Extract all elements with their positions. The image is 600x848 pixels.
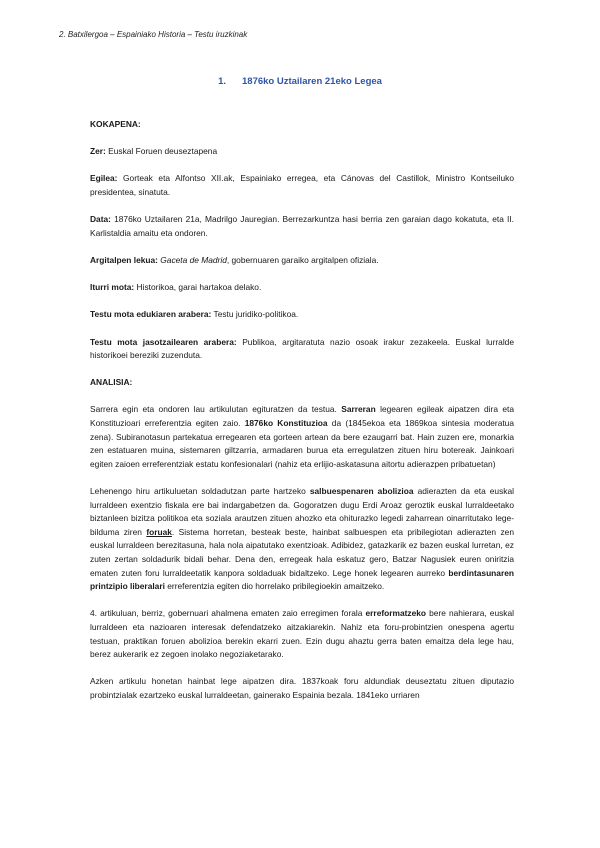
egilea-label: Egilea: (90, 173, 118, 184)
iturri-label: Iturri mota: (90, 282, 135, 293)
p2-underline-foruak: foruak (146, 526, 172, 537)
p2-text: . Sistema horretan, besteak beste, hainbat salbuespen eta pribilegiotan adierazten zen euskal lurraldeen berezitasuna, hala nola aipatutako exentzioak. Adibidez, gatazkarik ez bazen euskal lurretan, ez zuten zertan soldadurik bidali behar. Dena den, erregeak hala eskatuz gero, Batzar Nagusiek euren oniritzia ematen zuten foru lurraldeetatik kanpora soldaduak bidaltzeko. Lege honek legearen aurreko (90, 526, 514, 578)
jasotzaile-paragraph (90, 336, 514, 363)
argitalpen-label: Argitalpen lekua: (90, 254, 158, 265)
document-body (90, 118, 514, 716)
analisia-paragraph-3 (90, 607, 514, 661)
running-header: 2. Batxilergoa – Espainiako Historia – Testu iruzkinak (59, 30, 248, 39)
p2-text: Lehenengo hiru artikuluetan soldadutzan parte hartzeko (90, 486, 310, 497)
argitalpen-italic: Gaceta de Madrid (160, 254, 227, 265)
p2-bold-printzipio: berdintasunaren printzipio liberalari (90, 567, 514, 592)
analisia-heading: ANALISIA: (90, 377, 133, 388)
document-title (0, 76, 600, 87)
p2-text: adierazten da eta euskal lurraldeen exentzio fiskala ere bai indargabetzen da. Gogoratzen dugu Erdi Aroaz geroztik euskal lurraldeetako biztanleen bizitza politikoa eta soziala arautzen zituen ahozko eta ohiturazko legedi zaharrean oinarritutako lege-bilduma ziren (90, 486, 514, 537)
edukia-value: Testu juridiko-politikoa. (211, 309, 299, 320)
p1-bold-konstituzioa: 1876ko Konstituzioa (244, 418, 328, 429)
analisia-paragraph-1 (90, 403, 514, 471)
data-value: 1876ko Uztailaren 21a, Madrilgo Jauregian. Berrezarkuntza hasi berria zen garaian dago kokatuta, eta II. Karlistaldia amaitu eta ondoren. (90, 214, 514, 238)
zer-label: Zer: (90, 146, 106, 157)
zer-paragraph (90, 145, 514, 159)
p1-text: legearen egileak aipatzen dira eta Konstituzioari erreferentzia egiten zaio. (90, 404, 514, 429)
p1-text: Sarrera egin eta ondoren lau artikulutan egituratzen da testua. (90, 404, 342, 415)
p3-text: bere nahierara, euskal lurraldeen eta nazioaren interesak defendatzeko aitzakiarekin. Nahiz eta foru-probintzien onespena agertu testuan, praktikan foruen abolizioa berekin ekarri zuen. Ezin dugu ahaztu gerra baten emaitza dela lege hau, berez aukerarik ez zegoen inolako negoziaketarako. (90, 608, 514, 660)
data-label: Data: (90, 214, 111, 225)
kokapena-heading: KOKAPENA: (90, 119, 141, 129)
p1-bold-sarreran: Sarreran (341, 404, 376, 415)
title-text: 1876ko Uztailaren 21eko Legea (242, 76, 382, 87)
p3-bold-erreformatzeko: erreformatzeko (365, 608, 427, 619)
analisia-paragraph-4: Azken artikulu honetan hainbat lege aipatzen dira. 1837koak foru aldundiak deuseztatu zituen diputazio probintzialak ezartzeko euskal lurraldeetan, gainerako Espainia bezala. 1841eko urriaren (90, 676, 514, 700)
p2-bold-abolizioa: salbuespenaren abolizioa (309, 486, 414, 497)
p2-text: erreferentzia egiten dio horrelako pribilegioekin amaitzeko. (164, 581, 385, 592)
argitalpen-paragraph (90, 254, 514, 268)
jasotzaile-label: Testu mota jasotzailearen arabera: (90, 336, 237, 347)
analisia-paragraph-2 (90, 485, 514, 594)
iturri-paragraph (90, 281, 514, 295)
egilea-paragraph (90, 172, 514, 199)
title-number: 1. (218, 76, 226, 87)
edukia-paragraph (90, 308, 514, 322)
edukia-label: Testu mota edukiaren arabera: (90, 309, 212, 320)
p1-text: da (1845ekoa eta 1869koa sintesia moderatua zena). Subiranotasun partekatua erregearen eta gorteen artean da bere ezaugarri bat. Hain zuzen ere, monarkia zen estatuaren muina, sistemaren giltzarria, armadaren burua eta erregulatzen zituen hiru botereak. Jainkoari egiten zaioen erreferentziak estatu konfesionalari (nahiz eta erlijio-askatasuna aitortu adierazpen pribatuetan) (90, 418, 514, 469)
jasotzaile-value: Publikoa, argitaratuta nazio osoak irakur zezakeela. Euskal lurralde historikoei bereziki zuzenduta. (90, 336, 514, 361)
zer-value: Euskal Foruen deuseztapena (105, 146, 218, 157)
data-paragraph (90, 213, 514, 240)
iturri-value: Historikoa, garai hartakoa delako. (134, 282, 262, 293)
egilea-value: Gorteak eta Alfontso XII.ak, Espainiako erregea, eta Cánovas del Castillok, Ministro Kontseiluko presidentea, sinatuta. (90, 173, 514, 197)
p3-text: 4. artikuluan, berriz, gobernuari ahalmena ematen zaio erregimen forala (90, 608, 366, 619)
argitalpen-rest: , gobernuaren garaiko argitalpen ofiziala. (226, 254, 379, 265)
